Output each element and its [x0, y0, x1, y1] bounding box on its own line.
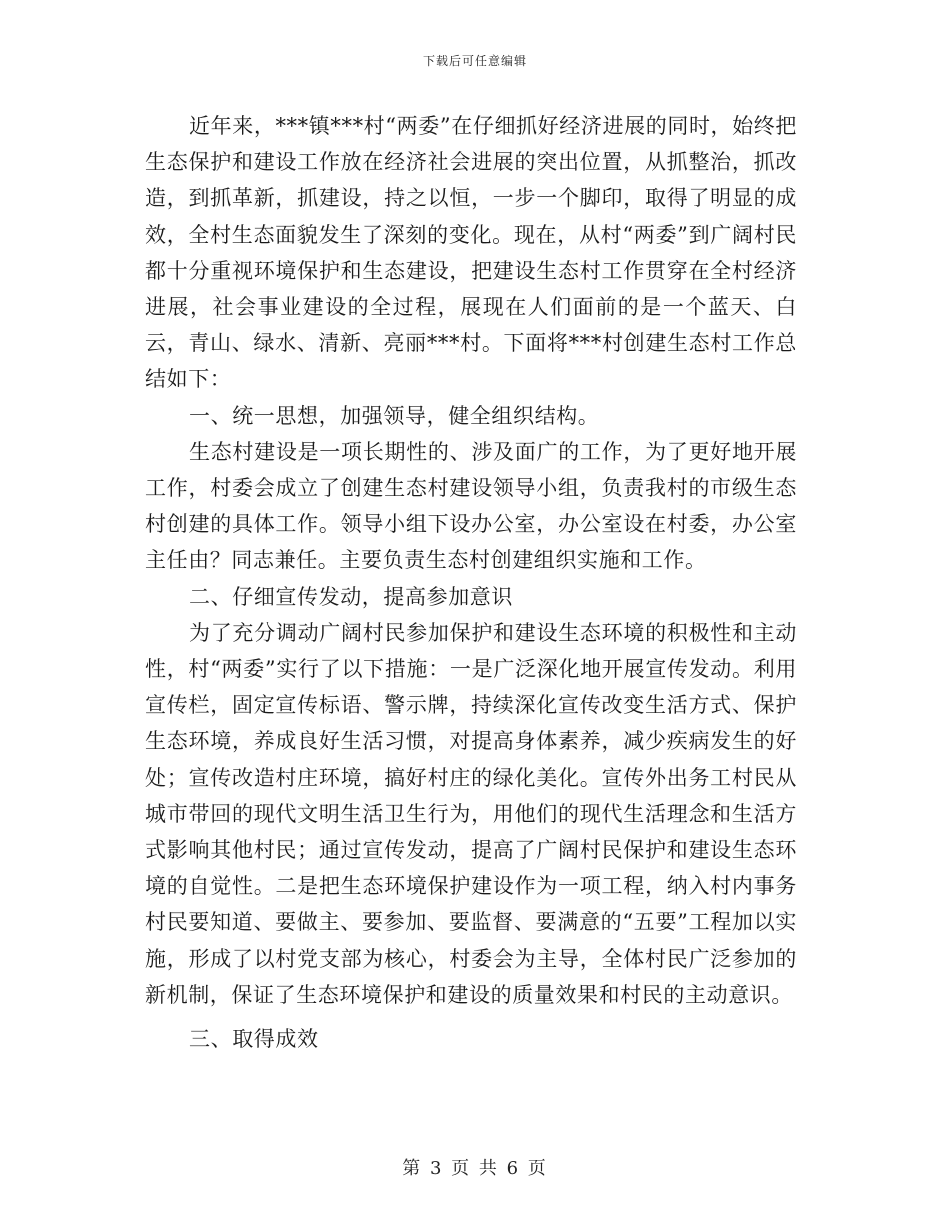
document-body: [145, 108, 797, 1057]
page-number: 第 3 页 共 6 页: [402, 1158, 548, 1179]
intro-paragraph: 近年来，***镇***村“两委”在仔细抓好经济进展的同时，始终把生态保护和建设工作放在经济社会进展的突出位置，从抓整治，抓改造，到抓革新，抓建设，持之以恒，一步一个脚印，取得了明显的成效，全村生态面貌发生了深刻的变化。现在，从村“两委”到广阔村民都十分重视环境保护和生态建设，把建设生态村工作贯穿在全村经济进展，社会事业建设的全过程，展现在人们面前的是一个蓝天、白云，青山、绿水、清新、亮丽***村。下面将***村创建生态村工作总结如下：: [145, 114, 797, 392]
section-1-paragraph: 生态村建设是一项长期性的、涉及面广的工作，为了更好地开展工作，村委会成立了创建生态村建设领导小组，负责我村的市级生态村创建的具体工作。领导小组下设办公室，办公室设在村委，办公室主任由？同志兼任。主要负责生态村创建组织实施和工作。: [145, 439, 797, 573]
section-3-heading: 三、取得成效: [189, 1027, 319, 1052]
section-2-paragraph: 为了充分调动广阔村民参加保护和建设生态环境的积极性和主动性，村“两委”实行了以下措施：一是广泛深化地开展宣传发动。利用宣传栏，固定宣传标语、警示牌，持续深化宣传改变生活方式、保护生态环境，养成良好生活习惯，对提高身体素养，减少疾病发生的好处；宣传改造村庄环境，搞好村庄的绿化美化。宣传外出务工村民从城市带回的现代文明生活卫生行为，用他们的现代生活理念和生活方式影响其他村民；通过宣传发动，提高了广阔村民保护和建设生态环境的自觉性。二是把生态环境保护建设作为一项工程，纳入村内事务村民要知道、要做主、要参加、要监督、要满意的“五要”工程加以实施，形成了以村党支部为核心，村委会为主导，全体村民广泛参加的新机制，保证了生态环境保护和建设的质量效果和村民的主动意识。: [145, 620, 797, 1007]
section-2-heading: 二、仔细宣传发动，提高参加意识: [189, 584, 513, 609]
section-1-heading: 一、统一思想，加强领导，健全组织结构。: [189, 403, 600, 428]
page-header-note: 下载后可任意编辑: [422, 54, 527, 68]
